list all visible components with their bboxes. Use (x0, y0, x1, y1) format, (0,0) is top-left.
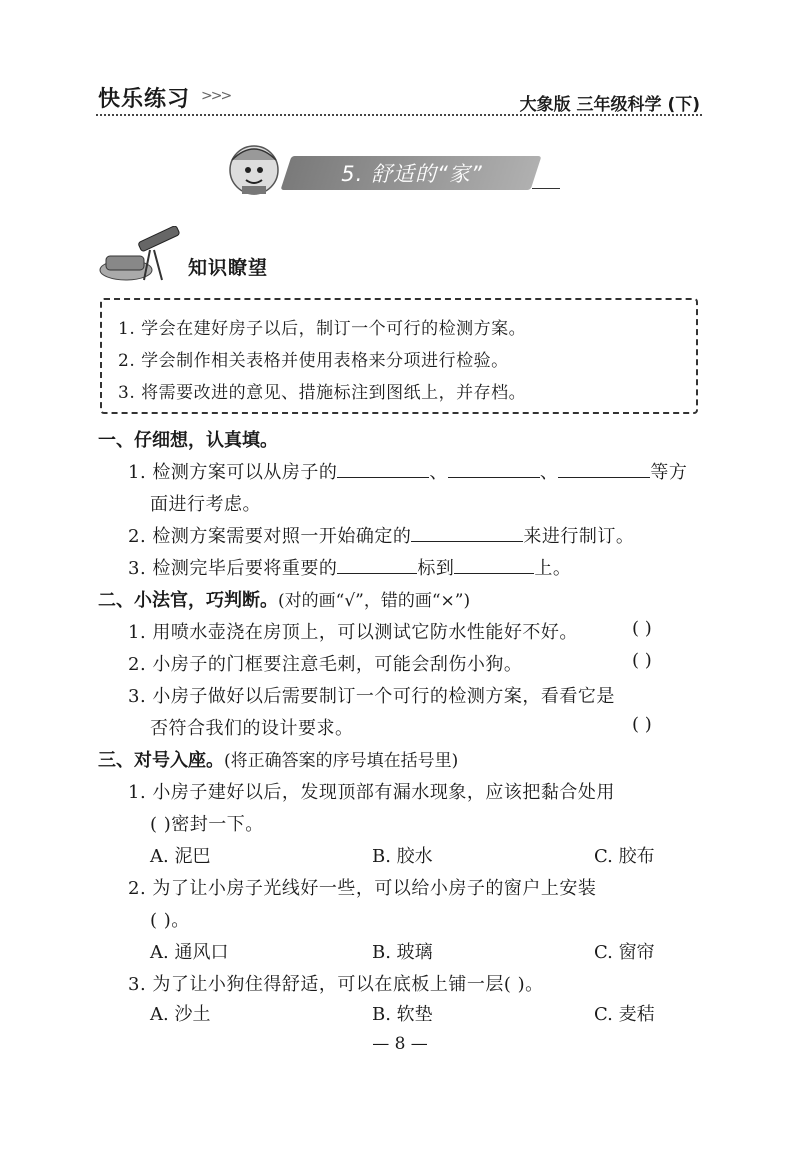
answer-parentheses[interactable]: ( ) (632, 618, 652, 639)
choice-question[interactable]: ( )密封一下。 (150, 814, 264, 835)
choice-option: B. 胶水 (372, 846, 433, 867)
mascot-icon (224, 140, 284, 196)
choice-option: A. 通风口 (150, 942, 229, 963)
section-note: (对的画“√”，错的画“×”) (278, 591, 471, 611)
choice-option: B. 软垫 (372, 1004, 433, 1025)
section-title: 一、仔细想，认真填。 (98, 430, 278, 451)
answer-parentheses[interactable]: ( ) (632, 650, 652, 671)
judgement-question: 3. 小房子做好以后需要制订一个可行的检测方案，看看它是 (128, 686, 615, 707)
question-line (128, 554, 571, 580)
knowledge-title: 知识瞭望 (188, 257, 269, 279)
section-title-text: 三、对号入座。 (98, 750, 224, 771)
goal-item: 2. 学会制作相关表格并使用表格来分项进行检验。 (118, 351, 509, 371)
question-text: 1. 检测方案可以从房子的 (128, 462, 338, 483)
choice-option: A. 泥巴 (150, 846, 211, 867)
separator: 、 (429, 462, 448, 483)
judgement-question: 1. 用喷水壶浇在房顶上，可以测试它防水性能好不好。 (128, 622, 578, 643)
question-text: 来进行制订。 (523, 526, 635, 547)
question-text: 2. 检测方案需要对照一开始确定的 (128, 526, 412, 547)
choice-option: C. 麦秸 (594, 1004, 655, 1025)
answer-blank[interactable] (558, 459, 650, 478)
title-underline (532, 188, 560, 189)
choice-question[interactable]: 3. 为了让小狗住得舒适，可以在底板上铺一层( )。 (128, 974, 544, 995)
choice-question: 1. 小房子建好以后，发现顶部有漏水现象，应该把黏合处用 (128, 782, 615, 803)
answer-blank[interactable] (337, 555, 417, 574)
answer-blank[interactable] (337, 459, 429, 478)
section-title (98, 586, 470, 612)
goal-item: 1. 学会在建好房子以后，制订一个可行的检测方案。 (118, 319, 527, 339)
question-text: 上。 (534, 558, 572, 579)
answer-blank[interactable] (454, 555, 534, 574)
judgement-question: 否符合我们的设计要求。 (150, 718, 354, 739)
book-edition-title: 大象版 三年级科学 (下) (519, 95, 700, 115)
book-series-title: 快乐练习 (98, 87, 191, 112)
judgement-question: 2. 小房子的门框要注意毛刺，可能会刮伤小狗。 (128, 654, 523, 675)
page-number: — 8 — (372, 1034, 428, 1054)
question-text: 等方 (650, 462, 688, 483)
question-line (128, 458, 687, 484)
separator: 、 (539, 462, 559, 483)
telescope-icon (98, 226, 184, 282)
chevron-right-icon: >>> (201, 88, 231, 104)
answer-blank[interactable] (411, 523, 523, 542)
choice-question: 2. 为了让小房子光线好一些，可以给小房子的窗户上安装 (128, 878, 597, 899)
question-line (128, 522, 634, 548)
choice-option: C. 胶布 (594, 846, 655, 867)
section-title-text: 二、小法官，巧判断。 (98, 590, 278, 611)
choice-question[interactable]: ( )。 (150, 910, 190, 931)
question-text: 3. 检测完毕后要将重要的 (128, 558, 338, 579)
header-divider (96, 114, 702, 116)
choice-option: C. 窗帘 (594, 942, 655, 963)
choice-option: B. 玻璃 (372, 942, 433, 963)
question-text: 标到 (417, 558, 455, 579)
choice-option: A. 沙土 (150, 1004, 211, 1025)
goal-item: 3. 将需要改进的意见、措施标注到图纸上，并存档。 (118, 383, 527, 403)
answer-parentheses[interactable]: ( ) (632, 714, 652, 735)
lesson-title: 5. 舒适的“家” (341, 162, 483, 186)
section-note: (将正确答案的序号填在括号里) (224, 751, 459, 771)
question-text: 面进行考虑。 (150, 494, 261, 515)
section-title (98, 746, 458, 772)
answer-blank[interactable] (448, 459, 540, 478)
